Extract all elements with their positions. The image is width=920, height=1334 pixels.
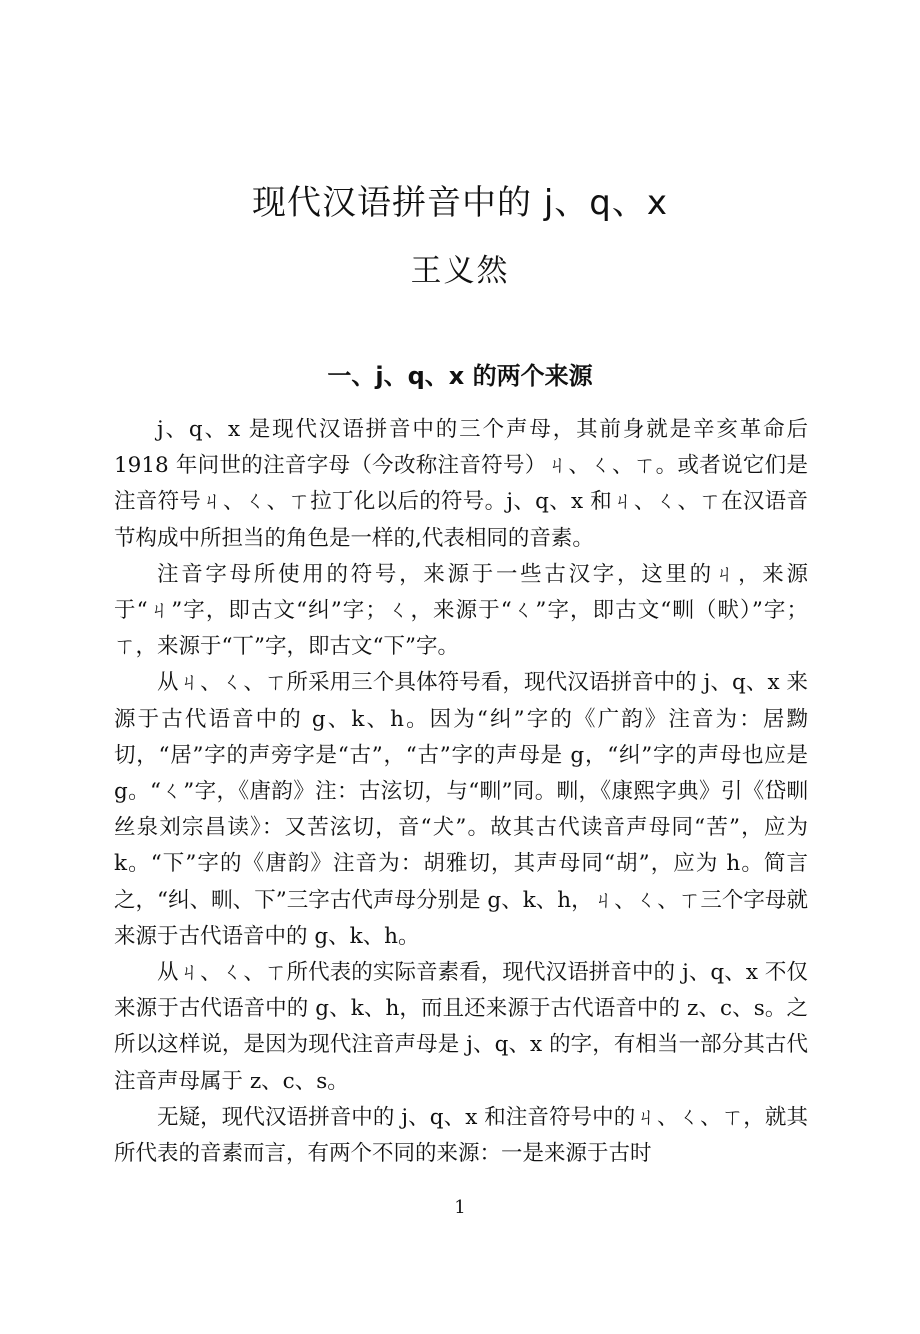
section-heading: 一、j、q、x 的两个来源 <box>327 362 593 390</box>
document-title: 现代汉语拼音中的 j、q、x <box>252 183 668 223</box>
paragraph: 从ㄐ、ㄑ、ㄒ所代表的实际音素看，现代汉语拼音中的 j、q、x 不仅来源于古代语音中的 g、k、h，而且还来源于古代语音中的 z、c、s。之所以这样说，是因为现代注音声母是 j、q、x 的字，有相当一部分其古代注音声母属于 z、c、s。 <box>114 960 808 1094</box>
author-name: 王义然 <box>410 253 510 289</box>
paragraph: 注音字母所使用的符号，来源于一些古汉字，这里的ㄐ，来源于“ㄐ”字，即古文“纠”字；ㄑ，来源于“ㄑ”字，即古文“甽（畎）”字；ㄒ，来源于“丅”字，即古文“下”字。 <box>114 561 808 660</box>
paragraph: 从ㄐ、ㄑ、ㄒ所采用三个具体符号看，现代汉语拼音中的 j、q、x 来源于古代语音中的 g、k、h。因为“纠”字的《广韵》注音为：居黝切，“居”字的声旁字是“古”，“古”字的声母是 g，“纠”字的声母也应是 g。“ㄑ”字，《唐韵》注：古泫切，与“甽”同。甽，《康熙字典》引《岱甽丝泉刘宗昌读》：又苦泫切，音“犬”。故其古代读音声母同“苦”，应为 k。“下”字的《唐韵》注音为：胡雅切，其声母同“胡”，应为 h。简言之，“纠、甽、下”三字古代声母分别是 g、k、h，ㄐ、ㄑ、ㄒ三个字母就来源于古代语音中的 g、k、h。 <box>114 670 808 949</box>
paragraph: 无疑，现代汉语拼音中的 j、q、x 和注音符号中的ㄐ、ㄑ、ㄒ，就其所代表的音素而言，有两个不同的来源：一是来源于古时 <box>114 1104 808 1167</box>
page-number: 1 <box>454 1197 466 1218</box>
paragraph: j、q、x 是现代汉语拼音中的三个声母，其前身就是辛亥革命后 1918 年问世的注音字母（今改称注音符号）ㄐ、ㄑ、ㄒ。或者说它们是注音符号ㄐ、ㄑ、ㄒ拉丁化以后的符号。j、q、x 和ㄐ、ㄑ、ㄒ在汉语音节构成中所担当的角色是一样的,代表相同的音素。 <box>114 417 808 551</box>
body-text <box>114 412 808 1172</box>
